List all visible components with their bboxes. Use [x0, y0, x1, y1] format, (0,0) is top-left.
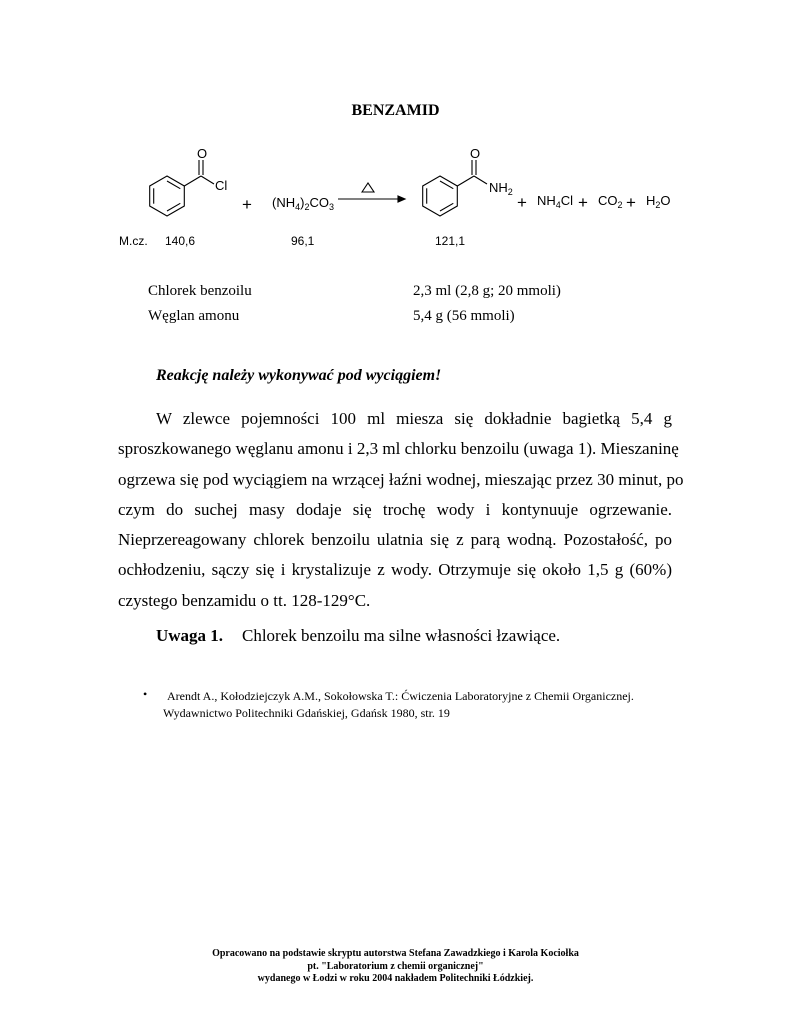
footer-line: pt. "Laboratorium z chemii organicznej": [307, 960, 484, 972]
reaction-scheme: [0, 140, 791, 260]
reactant1-oxygen: O: [197, 146, 208, 161]
procedure-line: Nieprzereagowany chlorek benzoilu ulatnia się z parą wodną. Pozostałość, po: [118, 530, 672, 550]
note-text: Chlorek benzoilu ma silne własności łzawiące.: [242, 626, 561, 645]
procedure-line: sproszkowanego węglanu amonu i 2,3 ml chlorku benzoilu (uwaga 1). Mieszaninę: [118, 439, 679, 459]
procedure-paragraph: [118, 404, 684, 616]
heat-symbol: [362, 183, 374, 192]
molar-mass-label: M.cz.: [119, 234, 148, 248]
benzoyl-chloride-ring: [150, 176, 185, 216]
plus-sign: +: [626, 193, 636, 212]
reagent-name: Chlorek benzoilu: [148, 283, 252, 299]
reagent-amount: 5,4 g (56 mmoli): [413, 308, 515, 324]
reagent-amount: 2,3 ml (2,8 g; 20 mmoli): [413, 283, 561, 299]
procedure-line: ogrzewa się pod wyciągiem na wrzącej łaźni wodnej, mieszając przez 30 minut, po: [118, 469, 684, 489]
page-footer: [0, 948, 791, 986]
procedure-line: W zlewce pojemności 100 ml miesza się dokładnie bagietką 5,4 g: [156, 409, 672, 428]
product-amide-group: $NH_2$: [489, 180, 513, 197]
footer-line: Opracowano na podstawie skryptu autorstwa Stefana Zawadzkiego i Karola Kociołka: [212, 948, 579, 959]
safety-warning: Reakcję należy wykonywać pod wyciągiem!: [156, 367, 442, 384]
reference-line: Arendt A., Kołodziejczyk A.M., Sokołowska T.: Ćwiczenia Laboratoryjne z Chemii Organicznej.: [167, 689, 634, 703]
reagent-name: Węglan amonu: [148, 308, 240, 324]
note-label: Uwaga 1.: [156, 626, 224, 645]
procedure-line: czystego benzamidu o tt. 128-129°C.: [118, 590, 371, 610]
ammonium-chloride-formula: $NH_4Cl$: [537, 193, 574, 210]
plus-sign: +: [517, 193, 527, 212]
molar-mass-reactant2: 96,1: [291, 234, 315, 248]
plus-sign: +: [578, 193, 588, 212]
reactant1-chlorine: Cl: [215, 178, 228, 193]
plus-sign: +: [242, 195, 252, 214]
water-formula: $H_2O$: [646, 193, 671, 210]
ammonium-carbonate-formula: $(NH_4)_2CO_3$: [272, 195, 334, 212]
reference-line: Wydawnictwo Politechniki Gdańskiej, Gdańsk 1980, str. 19: [163, 706, 450, 720]
benzamide-ring: [423, 176, 458, 216]
page-title: BENZAMID: [351, 102, 440, 119]
molar-mass-product: 121,1: [435, 234, 466, 248]
procedure-line: czym do suchej masy dodaje się trochę wody i kontynuuje ogrzewanie.: [118, 499, 672, 519]
procedure-line: ochłodzeniu, sączy się i krystalizuje z wody. Otrzymuje się około 1,5 g (60%): [118, 560, 672, 580]
literature-reference: [163, 688, 634, 722]
molar-mass-reactant1: 140,6: [165, 234, 196, 248]
bullet-icon: •: [143, 687, 148, 701]
carbon-dioxide-formula: $CO_2$: [598, 193, 623, 210]
footer-line: wydanego w Łodzi w roku 2004 nakładem Politechniki Łódzkiej.: [257, 973, 534, 984]
product-oxygen: O: [470, 146, 481, 161]
